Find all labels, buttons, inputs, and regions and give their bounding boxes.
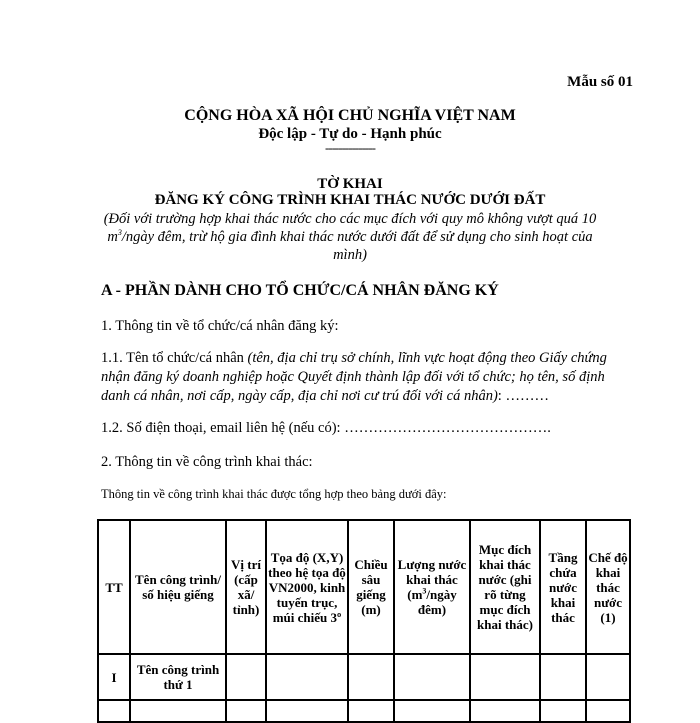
document-title: ĐĂNG KÝ CÔNG TRÌNH KHAI THÁC NƯỚC DƯỚI ĐẤT <box>154 192 546 208</box>
table-cell <box>226 700 266 722</box>
table-cell <box>130 700 226 722</box>
item-1-2: 1.2. Số điện thoại, email liên hệ (nếu có): ……………………………………. <box>101 420 551 436</box>
row-1-name: Tên công trình thứ 1 <box>130 654 226 700</box>
subtitle-line-3: mình) <box>333 247 367 263</box>
table-note: Thông tin về công trình khai thác được tổng hợp theo bảng dưới đây: <box>101 487 447 501</box>
item-1: 1. Thông tin về tổ chức/cá nhân đăng ký: <box>101 318 339 334</box>
table-cell <box>348 700 394 722</box>
table-cell <box>266 700 348 722</box>
subtitle-line-2a: m <box>107 229 118 245</box>
table-row <box>98 700 630 722</box>
table-cell <box>394 700 470 722</box>
form-number: Mẫu số 01 <box>567 74 633 90</box>
works-table <box>97 519 631 723</box>
subtitle-superscript: 3 <box>117 228 122 238</box>
document-type: TỜ KHAI <box>317 176 383 192</box>
header-tt: TT <box>98 520 130 654</box>
subtitle-line-1: (Đối với trường hợp khai thác nước cho các mục đích với quy mô không vượt quá 10 <box>103 211 597 227</box>
national-motto: Độc lập - Tự do - Hạnh phúc <box>258 126 442 142</box>
header-name: Tên công trình/ số hiệu giếng <box>130 520 226 654</box>
table-cell <box>394 654 470 700</box>
header-coordinates: Tọa độ (X,Y) theo hệ tọa độ VN2000, kinh tuyến trục, múi chiếu 3º <box>266 520 348 654</box>
header-flow-sup: 3 <box>422 586 427 596</box>
section-a-heading: A - PHẦN DÀNH CHO TỔ CHỨC/CÁ NHÂN ĐĂNG KÝ <box>101 282 499 299</box>
header-flow-a: Lượng nước khai thác (m <box>397 557 467 602</box>
item-2: 2. Thông tin về công trình khai thác: <box>101 454 313 470</box>
table-cell <box>586 654 630 700</box>
table-cell <box>348 654 394 700</box>
table-cell <box>540 700 586 722</box>
item-1-1 <box>101 349 611 406</box>
item-1-1-hint: (tên, địa chỉ trụ sở chính, lĩnh vực hoạt động theo Giấy chứng nhận đăng ký doanh nghiệp hoặc Quyết định thành lập đối với tổ chức; họ tên, số định danh cá nhân, nơi cấp, ngày cấp, địa chỉ nơi cư trú đối với cá nhân) <box>101 350 607 404</box>
header-divider: --------------- <box>325 140 375 155</box>
header-flow-b: /ngày đêm) <box>417 587 457 617</box>
header-flow <box>394 520 470 654</box>
header-depth: Chiều sâu giếng (m) <box>348 520 394 654</box>
document-subtitle <box>100 210 600 264</box>
table-cell <box>586 700 630 722</box>
table-header-row <box>98 520 630 654</box>
table-cell <box>98 700 130 722</box>
subtitle-line-2b: /ngày đêm, trừ hộ gia đình khai thác nước dưới đất để sử dụng cho sinh hoạt của <box>121 229 593 245</box>
table-cell <box>470 700 540 722</box>
table-cell <box>266 654 348 700</box>
item-1-1-fill: : ……… <box>497 388 549 404</box>
header-purpose: Mục đích khai thác nước (ghi rõ từng mục đích khai thác) <box>470 520 540 654</box>
table-cell <box>470 654 540 700</box>
header-aquifer: Tầng chứa nước khai thác <box>540 520 586 654</box>
table-cell <box>540 654 586 700</box>
header-regime: Chế độ khai thác nước (1) <box>586 520 630 654</box>
national-title: CỘNG HÒA XÃ HỘI CHỦ NGHĨA VIỆT NAM <box>184 107 516 124</box>
header-location: Vị trí (cấp xã/ tỉnh) <box>226 520 266 654</box>
row-1-tt: I <box>98 654 130 700</box>
item-1-1-label: 1.1. Tên tổ chức/cá nhân <box>101 350 248 366</box>
table-row <box>98 654 630 700</box>
table-cell <box>226 654 266 700</box>
